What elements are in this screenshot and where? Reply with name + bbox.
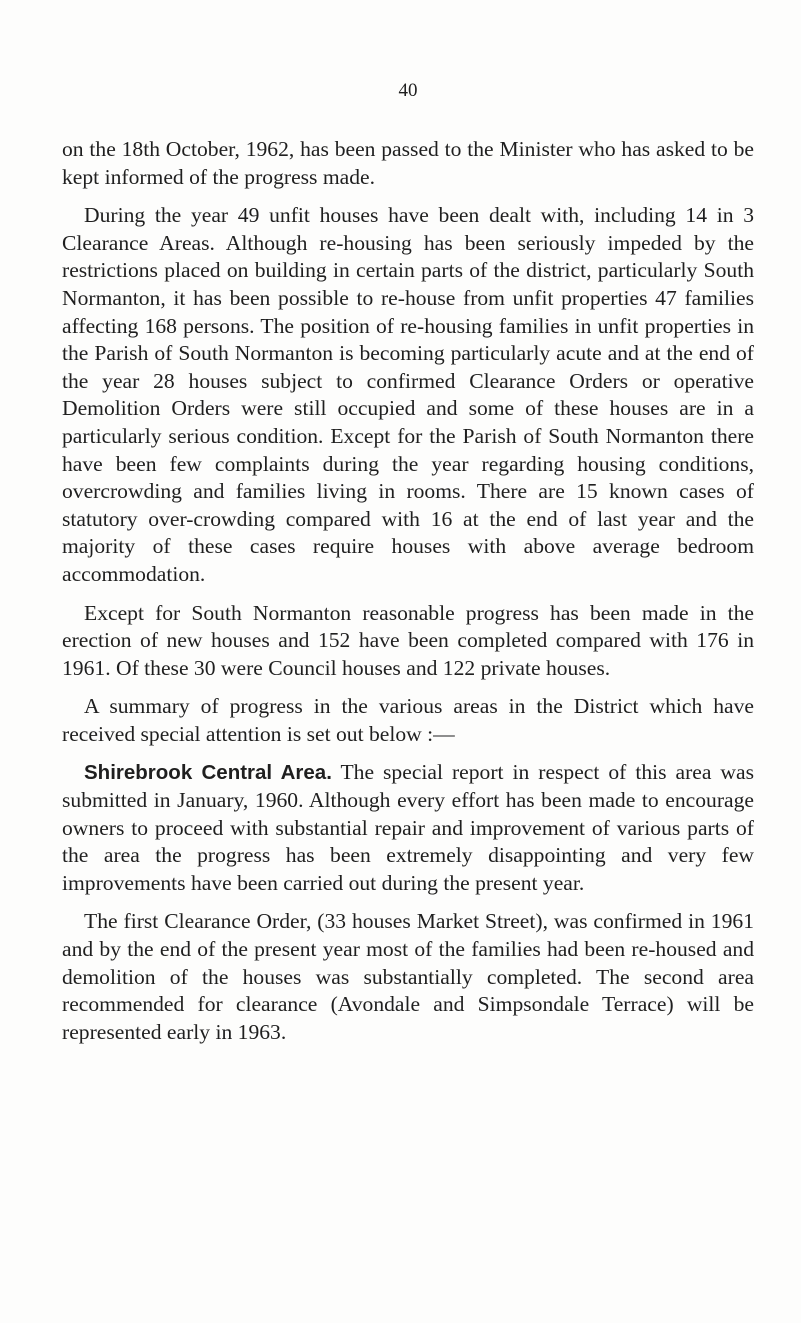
paragraph-text: A summary of progress in the various areas in the District which have received special attention is set out below :— — [62, 694, 754, 746]
paragraph-clearance-order — [62, 908, 754, 1046]
paragraph-text: The special report in respect of this area was submitted in January, 1960. Although every effort has been made to encourage owners to proceed with substantial repair and improvement of various parts of the area the progress has been extremely disappointing and very few improvements have been carried out during the present year. — [62, 760, 754, 895]
paragraph-indent — [62, 760, 84, 784]
paragraph-shirebrook — [62, 759, 754, 897]
paragraph-unfit-houses — [62, 202, 754, 588]
paragraph-text: During the year 49 unfit houses have been dealt with, including 14 in 3 Clearance Areas. Although re-housing has been seriously impeded by the restrictions placed on building in certain parts of the district, particularly South Normanton, it has been possible to re-house from unfit properties 47 families affecting 168 persons. The position of re-housing families in unfit properties in the Parish of South Normanton is becoming particularly acute and at the end of the year 28 houses subject to confirmed Clearance Orders or operative Demolition Orders were still occupied and some of these houses are in a particularly serious condition. Except for the Parish of South Normanton there have been few complaints during the year regarding housing conditions, overcrowding and families living in rooms. There are 15 known cases of statutory over-crowding compared with 16 at the end of last year and the majority of these cases require houses with above average bedroom accommodation. — [62, 203, 754, 586]
paragraph-new-houses — [62, 600, 754, 683]
paragraph-continuation — [62, 136, 754, 191]
paragraph-summary-intro — [62, 693, 754, 748]
paragraph-text: The first Clearance Order, (33 houses Market Street), was confirmed in 1961 and by the end of the present year most of the families had been re-housed and demolition of the houses was substantially completed. The second area recommended for clearance (Avondale and Simpsondale Terrace) will be represented early in 1963. — [62, 909, 754, 1044]
section-heading-shirebrook: Shirebrook Central Area. — [84, 761, 332, 785]
paragraph-indent — [62, 694, 84, 718]
paragraph-text: Except for South Normanton reasonable progress has been made in the erection of new houses and 152 have been completed compared with 176 in 1961. Of these 30 were Council houses and 122 private houses. — [62, 600, 754, 680]
page-number: 40 — [398, 80, 418, 101]
paragraph-indent — [62, 203, 84, 227]
document-page — [62, 80, 754, 1057]
paragraph-indent — [62, 909, 84, 933]
paragraph-text: on the 18th October, 1962, has been passed to the Minister who has asked to be kept informed of the progress made. — [62, 137, 754, 189]
paragraph-indent — [62, 601, 84, 625]
